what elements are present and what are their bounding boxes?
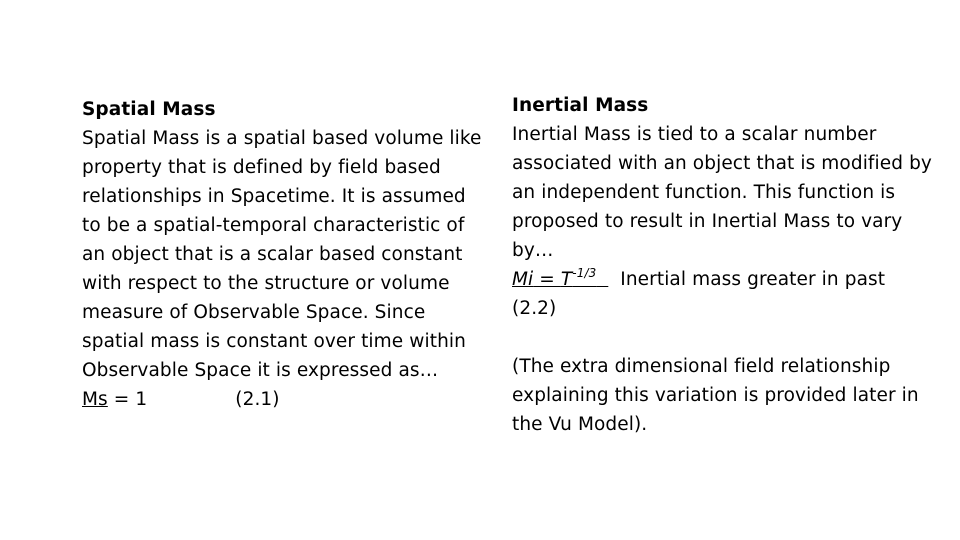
inertial-mass-equation <box>512 265 932 294</box>
equation-number-2-1: (2.1) <box>235 389 280 410</box>
ms-equals-value: = 1 <box>107 389 148 410</box>
mi-equals: = <box>533 269 561 290</box>
ms-symbol: Ms <box>82 389 108 410</box>
t-symbol: T <box>560 269 573 290</box>
inertial-mass-column <box>512 91 932 439</box>
inertial-mass-heading: Inertial Mass <box>512 95 649 116</box>
equation-number-2-2: (2.2) <box>512 298 557 319</box>
spatial-mass-heading: Spatial Mass <box>82 99 216 120</box>
inertial-mass-body: Inertial Mass is tied to a scalar number associated with an object that is modified by an independent function. This function is proposed to result in Inertial Mass to vary by… <box>512 124 932 261</box>
spatial-mass-body: Spatial Mass is a spatial based volume like property that is defined by field based relationships in Spacetime. It is assumed to be a spatial-temporal characteristic of an object that is a scalar based constant with respect to the structure or volume measure of Observable Space. Since spatial mass is constant over time within Observable Space it is expressed as… <box>82 128 482 381</box>
spatial-mass-equation <box>82 385 482 414</box>
mi-equation-underlined <box>512 266 608 290</box>
inertial-mass-note: Inertial mass greater in past <box>620 269 886 290</box>
spatial-mass-column <box>82 95 482 414</box>
t-exponent: -1/3 <box>572 266 597 280</box>
paragraph-gap <box>512 323 932 352</box>
mi-symbol: Mi <box>512 269 534 290</box>
inertial-mass-footnote: (The extra dimensional field relationship explaining this variation is provided later in the Vu Model). <box>512 356 919 435</box>
